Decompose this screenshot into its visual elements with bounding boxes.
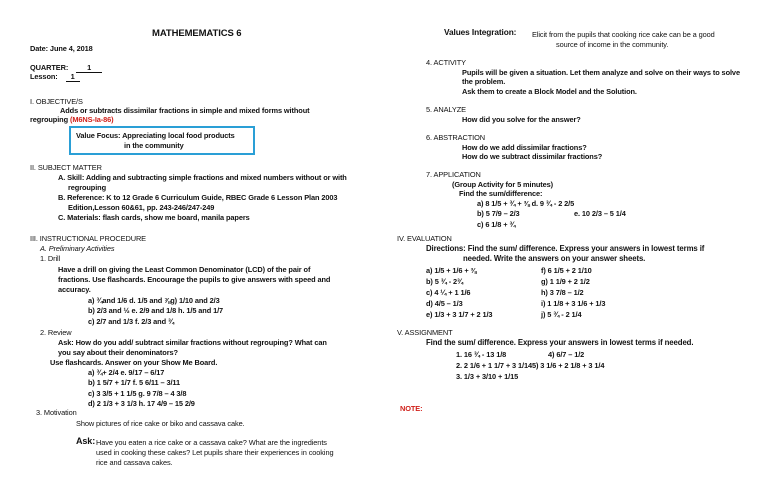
drill-item: b) 2/3 and ½ e. 2/9 and 1/8 h. 1/5 and 1/7 (88, 306, 224, 315)
motivation-line: Show pictures of rice cake or biko and cassava cake. (76, 419, 245, 428)
activity-line-3: Ask them to create a Block Model and the Solution. (462, 87, 637, 96)
activity-line-1: Pupils will be given a situation. Let them analyze and solve on their ways to solve (462, 68, 740, 77)
lesson-label: Lesson: (30, 72, 58, 81)
objective-text-regrouping: regrouping (30, 115, 69, 124)
quarter-label: QUARTER: (30, 63, 69, 72)
assignment-directions: Find the sum/ difference. Express your answers in lowest terms if needed. (426, 338, 694, 347)
review-item: a) ¾+ 2/4 e. 9/17 – 6/17 (88, 368, 165, 377)
objective-text-2 (30, 115, 114, 124)
value-focus-line-1: Value Focus: Appreciating local food products (76, 131, 235, 140)
drill-line-2: fractions. Use flashcards. Encourage the pupils to give answers with speed and (58, 275, 331, 284)
assignment-item-4: 4) 6/7 – 1/2 (548, 350, 585, 359)
ask-line-1: Have you eaten a rice cake or a cassava cake? What are the ingredients (96, 438, 327, 447)
ask-line-2: used in cooking these cakes? Let pupils share their experiences in cooking (96, 448, 334, 457)
ask-label: Ask: (76, 436, 96, 446)
date-line: Date: June 4, 2018 (30, 44, 93, 53)
application-item-c: c) 6 1/8 + ¾ (477, 220, 516, 229)
motivation-heading: 3. Motivation (36, 408, 77, 417)
evaluation-directions-1: Directions: Find the sum/ difference. Express your answers in lowest terms if (426, 244, 705, 253)
drill-item: c) 2/7 and 1/3 f. 2/3 and ¾ (88, 317, 175, 326)
skill-line-1: A. Skill: Adding and subtracting simple fractions and mixed numbers without or with (58, 173, 347, 182)
activity-heading: 4. ACTIVITY (426, 58, 466, 67)
procedure-heading: III. INSTRUCTIONAL PROCEDURE (30, 234, 147, 243)
abstraction-line-2: How do we subtract dissimilar fractions? (462, 152, 603, 161)
evaluation-item: g) 1 1/9 + 2 1/2 (541, 277, 590, 286)
objectives-heading: I. OBJECTIVE/S (30, 97, 83, 106)
drill-item: a) ¾and 1/6 d. 1/5 and ⅞g) 1/10 and 2/3 (88, 296, 220, 305)
application-item-a: a) 8 1/5 + ¾ + ⅜ d. 9 ¾ - 2 2/5 (477, 199, 575, 208)
materials-line: C. Materials: flash cards, show me board, manila papers (58, 213, 250, 222)
review-item: d) 2 1/3 + 3 1/3 h. 17 4/9 – 15 2/9 (88, 399, 195, 408)
note-label: NOTE: (400, 404, 423, 413)
abstraction-line-1: How do we add dissimilar fractions? (462, 143, 587, 152)
application-line-2: Find the sum/difference: (459, 189, 543, 198)
subject-matter-heading: II. SUBJECT MATTER (30, 163, 102, 172)
objective-text-1: Adds or subtracts dissimilar fractions in simple and mixed forms without (60, 106, 310, 115)
quarter-value: 1 (76, 63, 102, 73)
review-heading: 2. Review (40, 328, 72, 337)
drill-heading: 1. Drill (40, 254, 61, 263)
evaluation-item: f) 6 1/5 + 2 1/10 (541, 266, 592, 275)
evaluation-directions-2: needed. Write the answers on your answer sheets. (463, 254, 646, 263)
assignment-item-3: 3. 1/3 + 3/10 + 1/15 (456, 372, 519, 381)
activity-line-2: the problem. (462, 77, 506, 86)
objective-code: (M6NS-Ia-86) (69, 115, 114, 124)
evaluation-item: b) 5 ¾ - 2¾ (426, 277, 464, 286)
document-title: MATHEMEMATICS 6 (152, 28, 242, 39)
evaluation-item: j) 5 ¾ - 2 1/4 (541, 310, 582, 319)
evaluation-item: h) 3 7/8 – 1/2 (541, 288, 584, 297)
application-heading: 7. APPLICATION (426, 170, 481, 179)
assignment-heading: V. ASSIGNMENT (397, 328, 453, 337)
evaluation-item: a) 1/5 + 1/6 + ⅜ (426, 266, 477, 275)
analyze-line: How did you solve for the answer? (462, 115, 581, 124)
values-integration-line-1: Elicit from the pupils that cooking rice cake can be a good (532, 30, 715, 39)
review-item: b) 1 5/7 + 1/7 f. 5 6/11 – 3/11 (88, 378, 181, 387)
lesson-row (30, 72, 80, 82)
preliminary-activities: A. Preliminary Activities (40, 244, 115, 253)
evaluation-item: d) 4/5 – 1/3 (426, 299, 463, 308)
analyze-heading: 5. ANALYZE (426, 105, 466, 114)
reference-line-1: B. Reference: K to 12 Grade 6 Curriculum Guide, RBEC Grade 6 Lesson Plan 2003 (58, 193, 338, 202)
review-item: c) 3 3/5 + 1 1/5 g. 9 7/8 – 4 3/8 (88, 389, 187, 398)
drill-line-3: accuracy. (58, 285, 91, 294)
review-line-2: you say about their denominators? (58, 348, 178, 357)
drill-line-1: Have a drill on giving the Least Common Denominator (LCD) of the pair of (58, 265, 311, 274)
assignment-item-1: 1. 16 ¾ - 13 1/8 (456, 350, 507, 359)
evaluation-item: i) 1 1/8 + 3 1/6 + 1/3 (541, 299, 606, 308)
values-integration-line-2: source of income in the community. (556, 40, 669, 49)
lesson-value: 1 (66, 72, 80, 82)
evaluation-item: c) 4 ¼ + 1 1/6 (426, 288, 471, 297)
application-item-e: e. 10 2/3 – 5 1/4 (574, 209, 626, 218)
assignment-item-2: 2. 2 1/6 + 1 1/7 + 3 1/145) 3 1/6 + 2 1/8 + 3 1/4 (456, 361, 605, 370)
application-item-b: b) 5 7/9 – 2/3 (477, 209, 520, 218)
review-line-1: Ask: How do you add/ subtract similar fractions without regrouping? What can (58, 338, 327, 347)
values-integration-label: Values Integration: (444, 27, 517, 37)
evaluation-heading: IV. EVALUATION (397, 234, 452, 243)
abstraction-heading: 6. ABSTRACTION (426, 133, 485, 142)
review-line-3: Use flashcards. Answer on your Show Me Board. (50, 358, 218, 367)
reference-line-2: Edition,Lesson 60&61, pp. 243-246/247-249 (68, 203, 215, 212)
ask-line-3: rice and cassava cakes. (96, 458, 173, 467)
evaluation-item: e) 1/3 + 3 1/7 + 2 1/3 (426, 310, 493, 319)
value-focus-line-2: in the community (124, 141, 184, 150)
skill-line-2: regrouping (68, 183, 107, 192)
application-line-1: (Group Activity for 5 minutes) (452, 180, 554, 189)
